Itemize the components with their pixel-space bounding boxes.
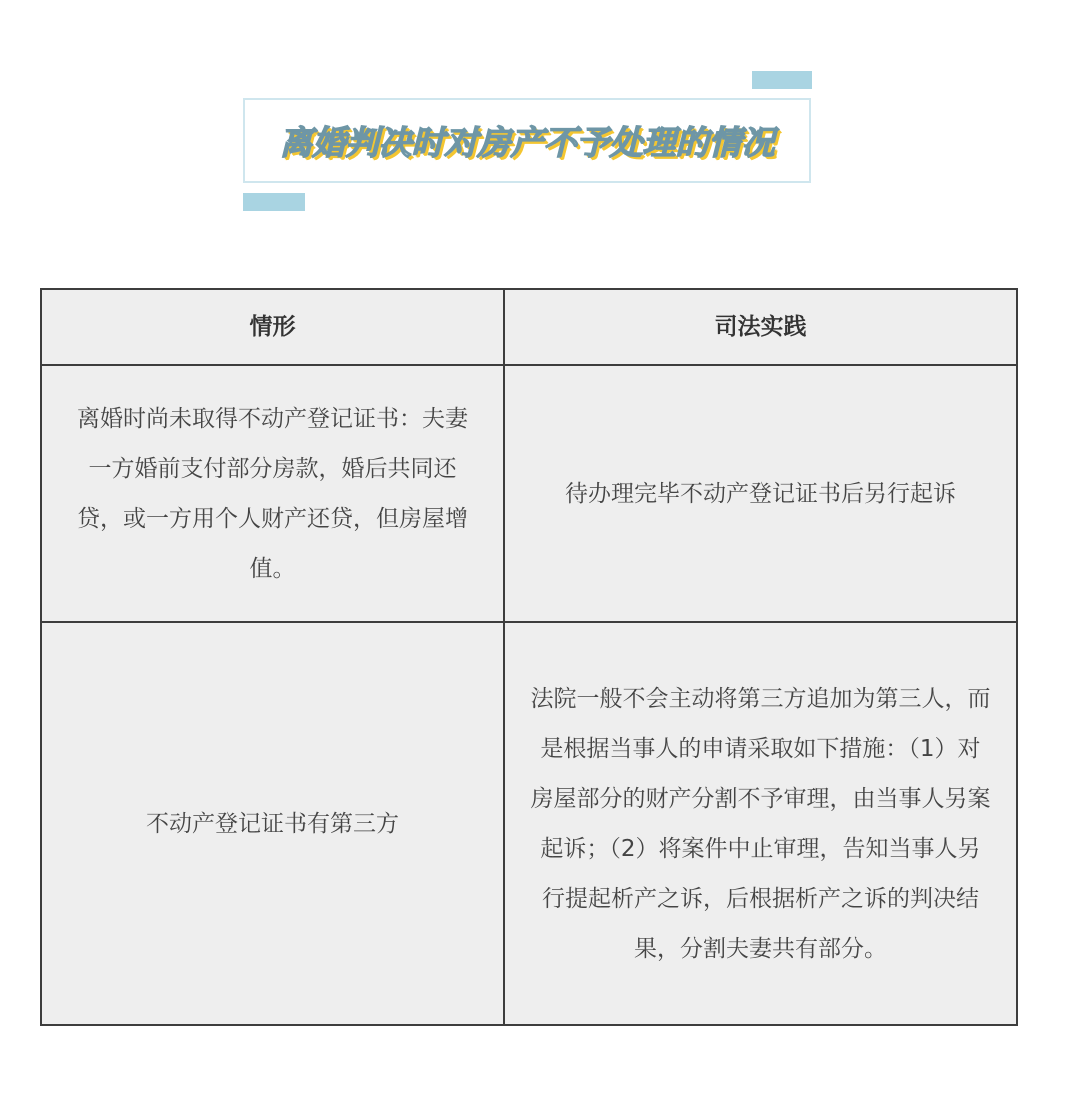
- title-banner: [0, 0, 1066, 240]
- table-row: [41, 365, 1017, 622]
- title-frame: [243, 98, 811, 183]
- decorative-bar-bottom: [243, 193, 305, 211]
- table-row: [41, 622, 1017, 1025]
- cell-situation: 离婚时尚未取得不动产登记证书：夫妻一方婚前支付部分房款，婚后共同还贷，或一方用个人财产还贷，但房屋增值。: [41, 365, 504, 622]
- header-situation: 情形: [41, 289, 504, 365]
- property-handling-table: [40, 288, 1018, 1026]
- decorative-bar-top: [752, 71, 812, 89]
- header-judicial-practice: 司法实践: [504, 289, 1017, 365]
- cell-practice: 待办理完毕不动产登记证书后另行起诉: [504, 365, 1017, 622]
- table-header-row: [41, 289, 1017, 365]
- cell-practice: 法院一般不会主动将第三方追加为第三人，而是根据当事人的申请采取如下措施：（1）对房屋部分的财产分割不予审理，由当事人另案起诉；（2）将案件中止审理，告知当事人另行提起析产之诉，后根据析产之诉的判决结果，分割夫妻共有部分。: [504, 622, 1017, 1025]
- page-title: 离婚判决时对房产不予处理的情况: [279, 123, 775, 162]
- cell-situation: 不动产登记证书有第三方: [41, 622, 504, 1025]
